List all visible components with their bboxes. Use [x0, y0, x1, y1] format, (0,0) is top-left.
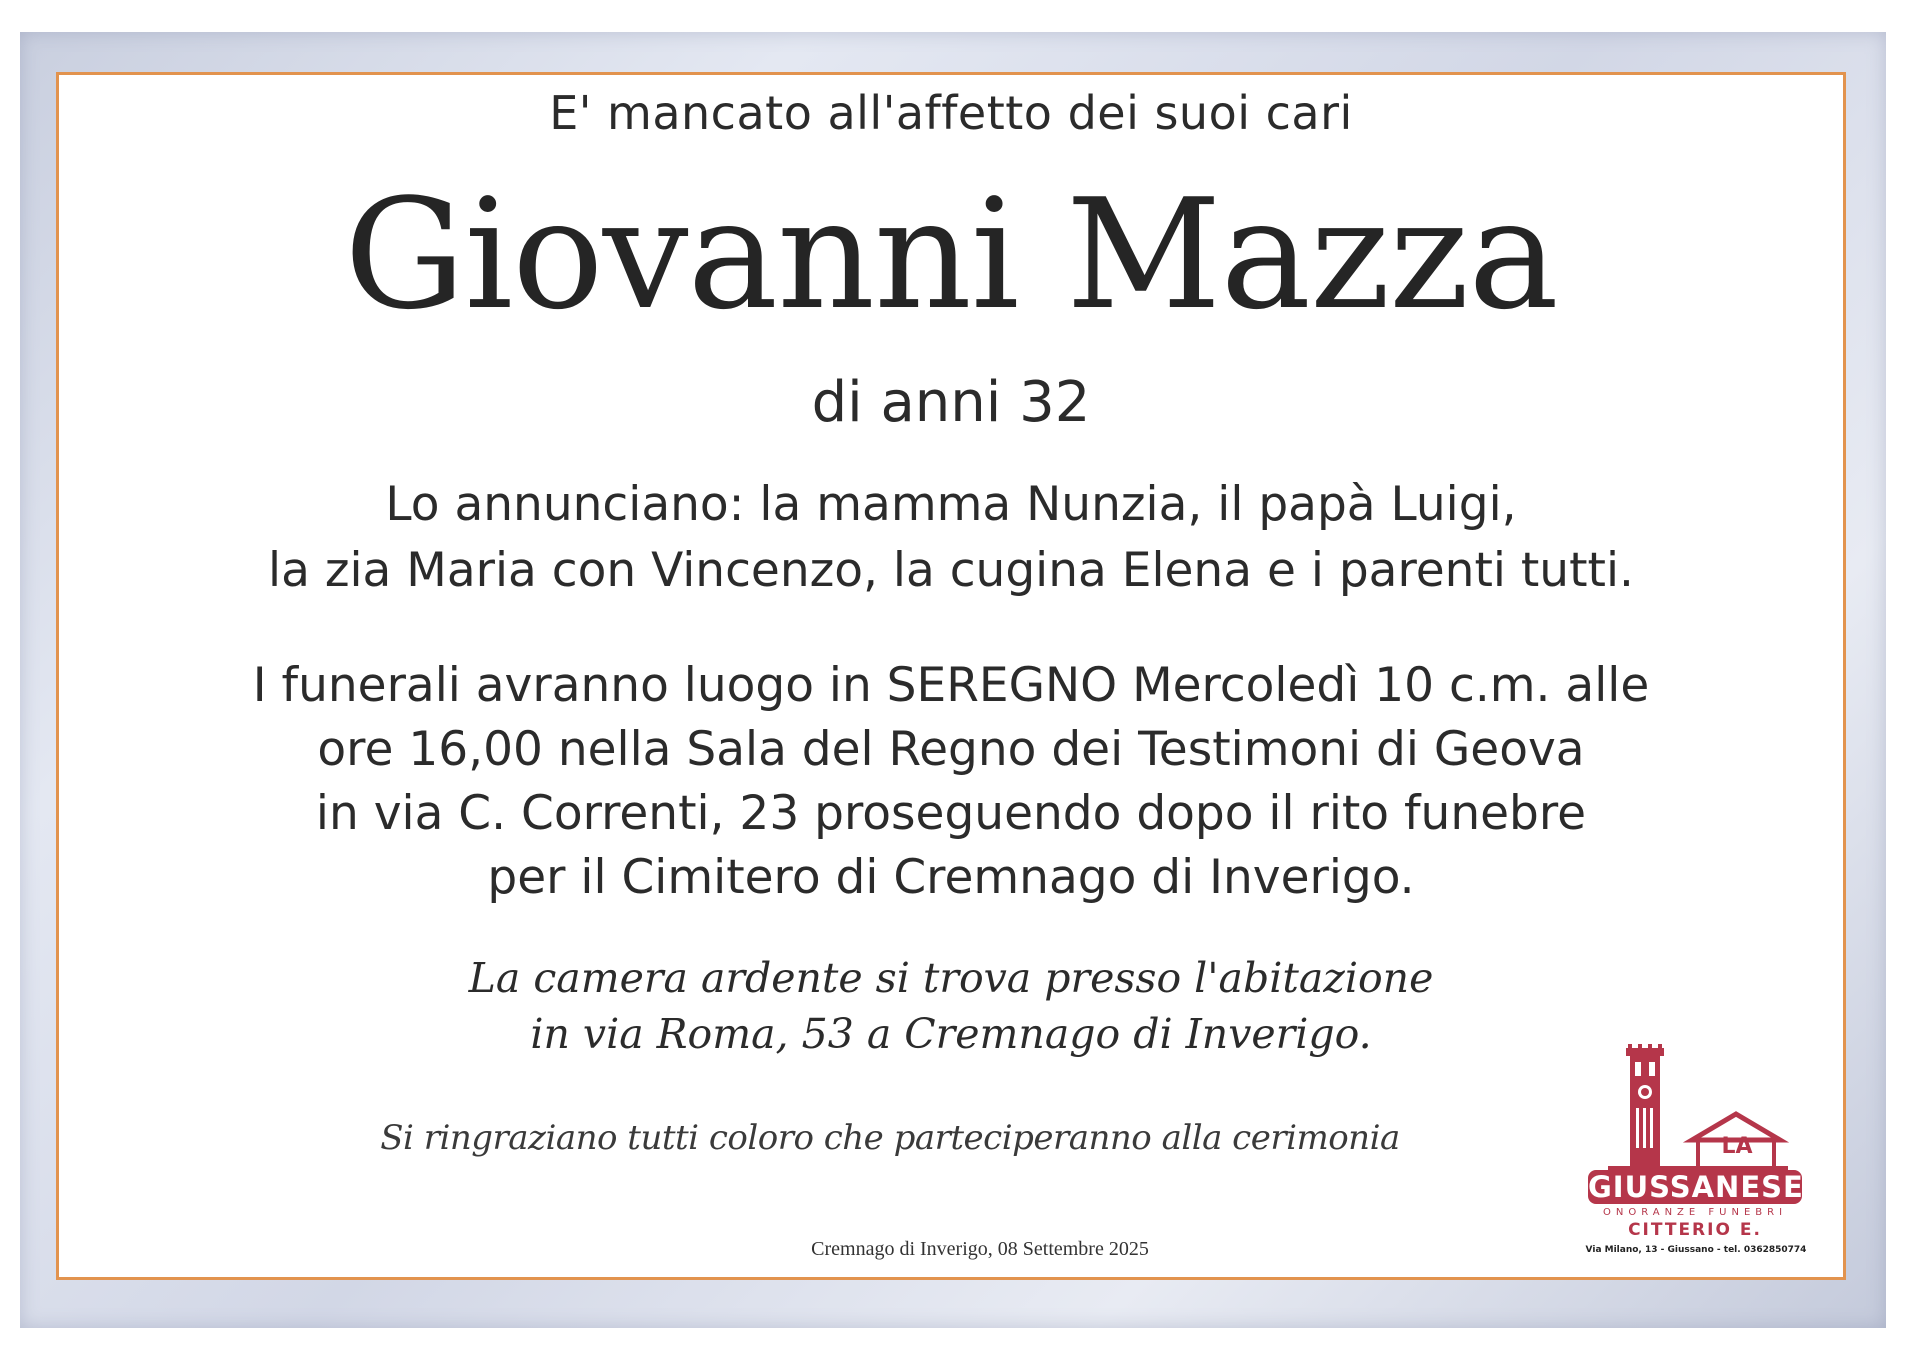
chapel-line: in via Roma, 53 a Cremnago di Inverigo.	[530, 1010, 1372, 1058]
chapel-paragraph	[56, 950, 1846, 1062]
place-date: Cremnago di Inverigo, 08 Settembre 2025	[811, 1238, 1149, 1260]
logo-la-text: LA	[1721, 1134, 1753, 1159]
funeral-line: I funerali avranno luogo in SEREGNO Mercoledì 10 c.m. alle	[252, 658, 1650, 713]
announcement-line: Lo annunciano: la mamma Nunzia, il papà Luigi,	[385, 477, 1517, 532]
logo-address: Via Milano, 13 - Giussano - tel. 0362850774	[1585, 1245, 1807, 1255]
bell-tower-icon	[1588, 1044, 1802, 1174]
thanks-text: Si ringraziano tutti coloro che parteciperanno alla cerimonia	[380, 1118, 1400, 1158]
logo-brand-name: GIUSSANESE	[1588, 1170, 1804, 1204]
funeral-home-logo	[1585, 1044, 1818, 1264]
funeral-line: in via C. Correnti, 23 proseguendo dopo il rito funebre	[315, 786, 1587, 841]
funeral-line: per il Cimitero di Cremnago di Inverigo.	[487, 850, 1415, 905]
funeral-details-paragraph	[56, 654, 1846, 910]
deceased-name: Giovanni Mazza	[344, 166, 1558, 343]
logo-owner: CITTERIO E.	[1628, 1220, 1762, 1240]
announcement-line: la zia Maria con Vincenzo, la cugina Elena e i parenti tutti.	[268, 543, 1634, 598]
intro-text: E' mancato all'affetto dei suoi cari	[549, 86, 1353, 140]
logo-subtitle: ONORANZE FUNEBRI	[1602, 1207, 1788, 1218]
funeral-line: ore 16,00 nella Sala del Regno dei Testimoni di Geova	[317, 722, 1585, 777]
chapel-line: La camera ardente si trova presso l'abitazione	[468, 954, 1434, 1002]
announcement-paragraph	[56, 472, 1846, 604]
age-text: di anni 32	[811, 370, 1091, 435]
